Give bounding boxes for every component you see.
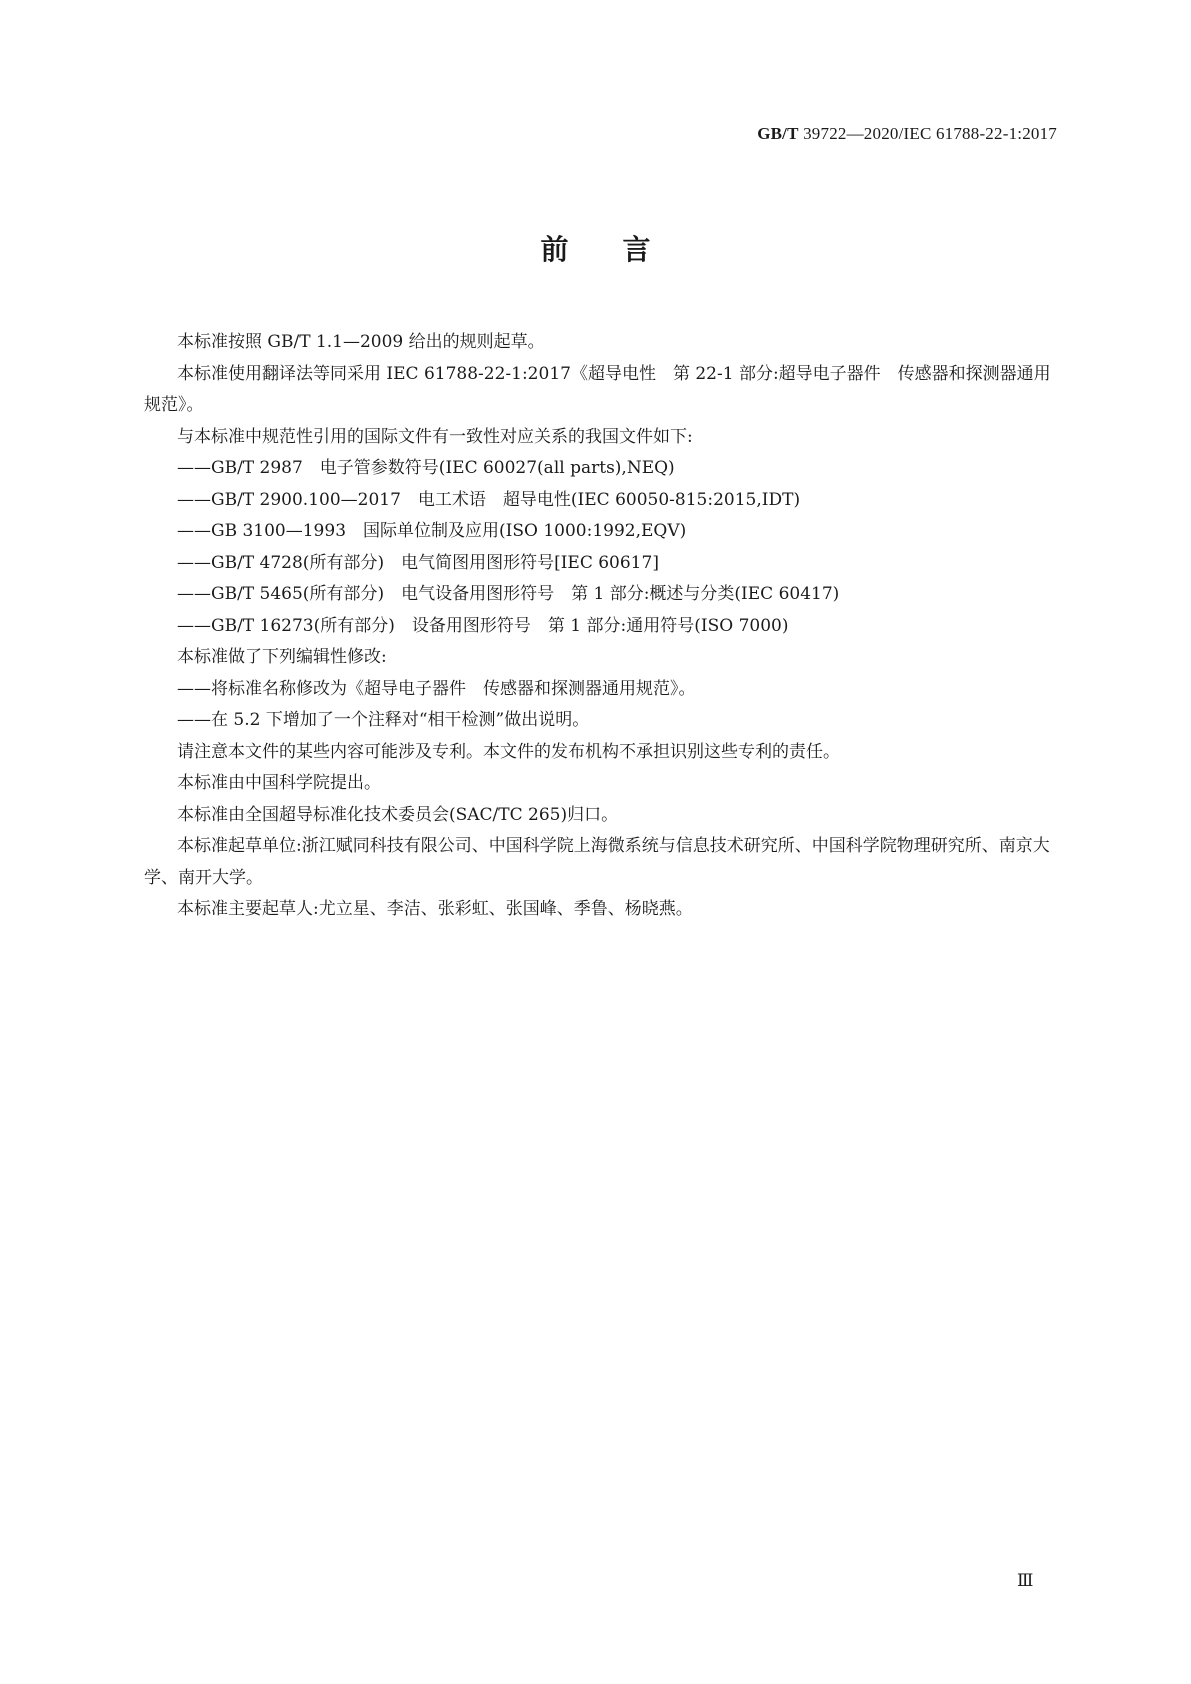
page-number: Ⅲ [1017, 1571, 1034, 1590]
standard-code-header [757, 124, 1057, 144]
paragraph-patent-notice: 请注意本文件的某些内容可能涉及专利。本文件的发布机构不承担识别这些专利的责任。 [177, 741, 840, 762]
foreword-body [144, 327, 1054, 926]
reference-item: ——GB/T 2987 电子管参数符号(IEC 60027(all parts),NEQ) [177, 458, 675, 478]
reference-item: ——GB/T 2900.100—2017 电工术语 超导电性(IEC 60050-815:2015,IDT) [177, 489, 801, 510]
standard-code-number: 39722—2020/IEC 61788-22-1:2017 [798, 124, 1057, 143]
paragraph-committee: 本标准由全国超导标准化技术委员会(SAC/TC 265)归口。 [177, 804, 619, 825]
standard-code-prefix: GB/T [757, 124, 799, 143]
paragraph-drafters: 本标准主要起草人:尤立星、李洁、张彩虹、张国峰、季鲁、杨晓燕。 [177, 899, 693, 919]
reference-item: ——GB/T 16273(所有部分) 设备用图形符号 第 1 部分:通用符号(ISO 7000) [177, 615, 789, 636]
paragraph-edits-intro: 本标准做了下列编辑性修改: [177, 647, 387, 667]
paragraph-drafting-rules: 本标准按照 GB/T 1.1—2009 给出的规则起草。 [177, 332, 545, 352]
reference-item: ——GB 3100—1993 国际单位制及应用(ISO 1000:1992,EQV) [177, 521, 687, 541]
edit-item: ——在 5.2 下增加了一个注释对“相干检测”做出说明。 [177, 710, 590, 730]
paragraph-references-intro: 与本标准中规范性引用的国际文件有一致性对应关系的我国文件如下: [177, 426, 693, 447]
paragraph-drafting-units: 本标准起草单位:浙江赋同科技有限公司、中国科学院上海微系统与信息技术研究所、中国科学院物理研究所、南京大学、南开大学。 [144, 836, 1050, 888]
paragraph-adoption: 本标准使用翻译法等同采用 IEC 61788-22-1:2017《超导电性 第 22-1 部分:超导电子器件 传感器和探测器通用规范》。 [144, 363, 1051, 415]
page-title: 前言 [540, 233, 705, 266]
paragraph-proposer: 本标准由中国科学院提出。 [177, 773, 381, 793]
edit-item: ——将标准名称修改为《超导电子器件 传感器和探测器通用规范》。 [177, 678, 696, 699]
reference-item: ——GB/T 4728(所有部分) 电气简图用图形符号[IEC 60617] [177, 552, 659, 573]
reference-item: ——GB/T 5465(所有部分) 电气设备用图形符号 第 1 部分:概述与分类(IEC 60417) [177, 584, 840, 604]
